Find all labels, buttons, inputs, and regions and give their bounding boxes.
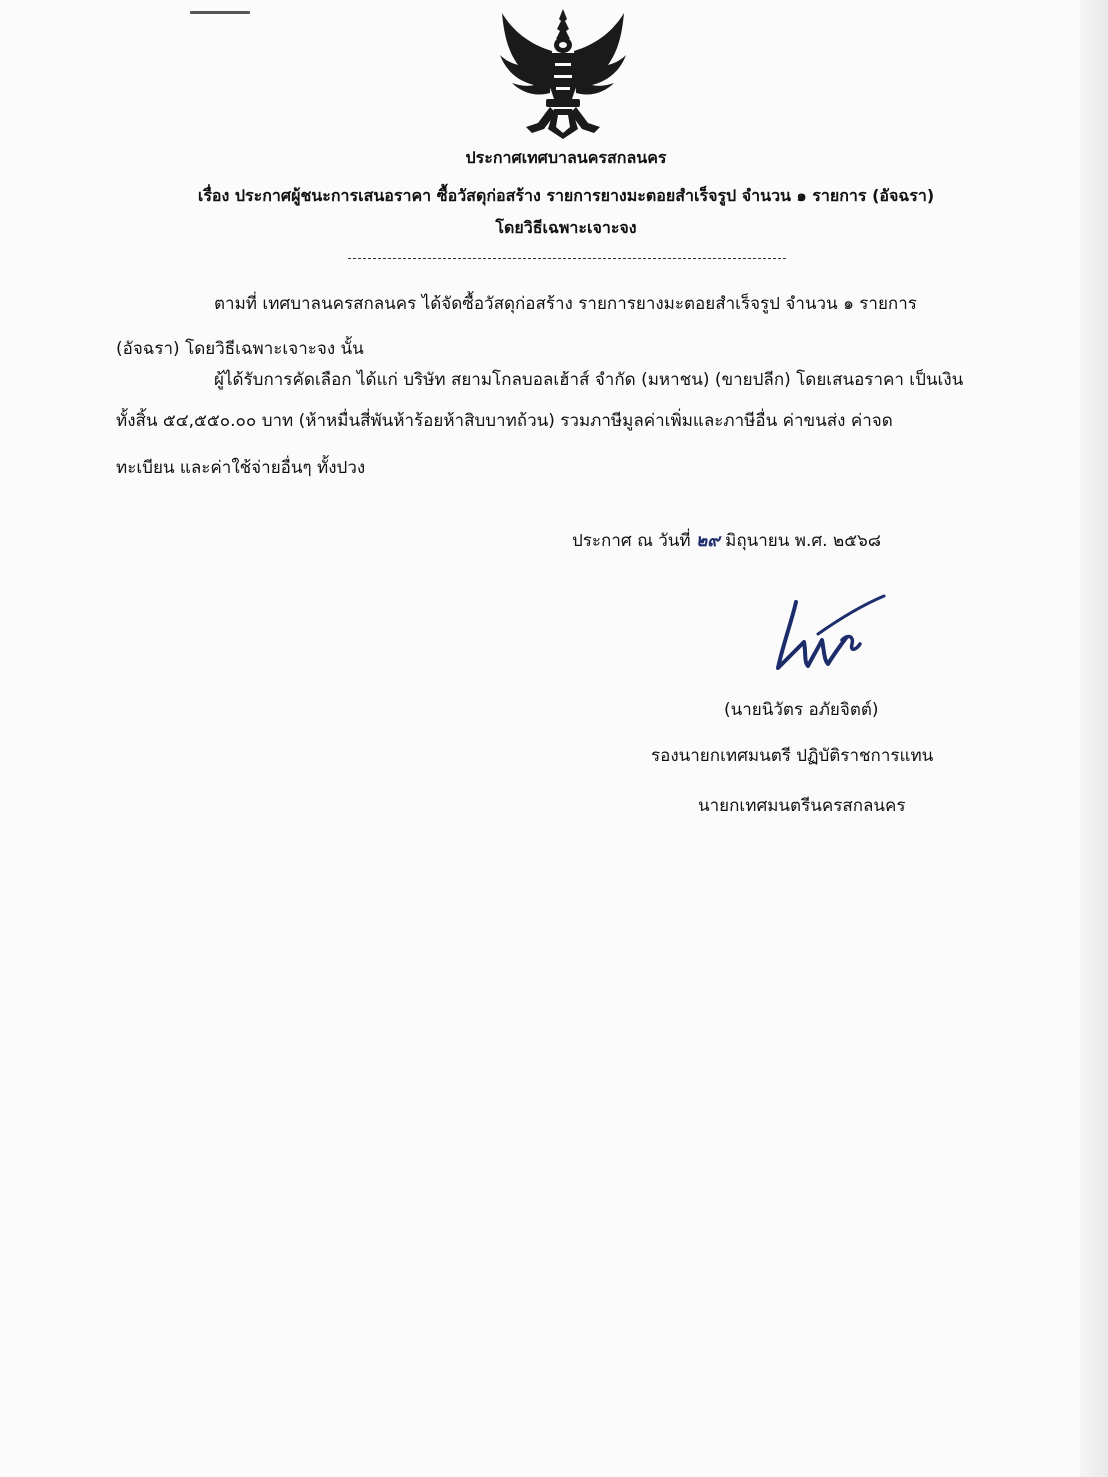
issuer-title: ประกาศเทศบาลนครสกลนคร [465,148,667,167]
paragraph2-line2: ทั้งสิ้น ๕๔,๕๕๐.๐๐ บาท (ห้าหมื่นสี่พันห้าร้อยห้าสิบบาทถ้วน) รวมภาษีมูลค่าเพิ่มและภาษีอื่น ค่าขนส่ง ค่าจด [116,411,893,431]
separator-line [348,258,786,259]
announcement-date [572,527,881,554]
corner-mark [190,11,250,14]
handwritten-signature-icon [768,590,888,676]
signatory-office: นายกเทศมนตรีนครสกลนคร [698,796,906,816]
garuda-emblem-icon [492,5,634,145]
paragraph1-line2: (อัจฉรา) โดยวิธีเฉพาะเจาะจง นั้น [116,339,364,359]
subject-title: เรื่อง ประกาศผู้ชนะการเสนอราคา ซื้อวัสดุก่อสร้าง รายการยางมะตอยสำเร็จรูป จำนวน ๑ รายการ (อัจฉรา) [197,186,935,205]
procurement-method: โดยวิธีเฉพาะเจาะจง [495,218,637,237]
paragraph1-line1: ตามที่ เทศบาลนครสกลนคร ได้จัดซื้อวัสดุก่อสร้าง รายการยางมะตอยสำเร็จรูป จำนวน ๑ รายการ [214,294,917,314]
paragraph2-line3: ทะเบียน และค่าใช้จ่ายอื่นๆ ทั้งปวง [116,458,366,478]
date-suffix: มิถุนายน พ.ศ. ๒๕๖๘ [725,531,881,551]
signatory-name: (นายนิวัตร อภัยจิตต์) [724,700,879,720]
date-prefix: ประกาศ ณ วันที่ [572,531,691,551]
date-day: ๒๙ [696,531,720,551]
paragraph2-line1: ผู้ได้รับการคัดเลือก ได้แก่ บริษัท สยามโกลบอลเฮ้าส์ จำกัด (มหาชน) (ขายปลีก) โดยเสนอราคา เป็นเงิน [214,370,964,390]
signatory-position: รองนายกเทศมนตรี ปฏิบัติราชการแทน [651,746,934,766]
